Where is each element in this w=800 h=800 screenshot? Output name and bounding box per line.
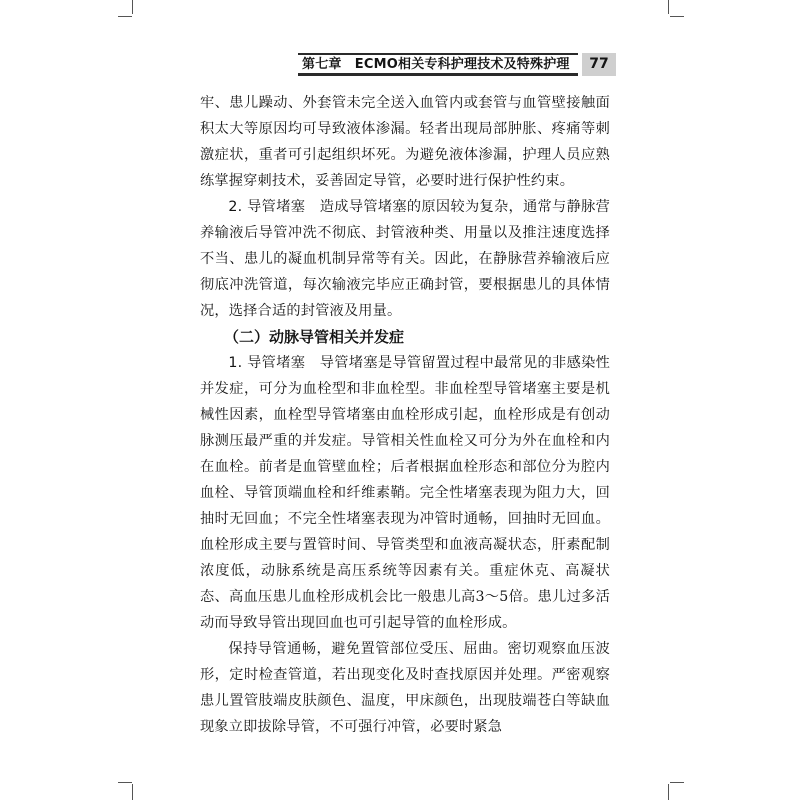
paragraph (200, 90, 610, 194)
crop-mark (670, 16, 684, 17)
paragraph-lead: 2. 导管堵塞 (228, 199, 306, 215)
page-number: 77 (582, 53, 616, 76)
paragraph-text: 导管堵塞是导管留置过程中最常见的非感染性并发症，可分为血栓型和非血栓型。非血栓型导管堵塞主要是机械性因素，血栓型导管堵塞由血栓形成引起，血栓形成是有创动脉测压最严重的并发症。导管相关性血栓又可分为外在血栓和内在血栓。前者是血管壁血栓；后者根据血栓形态和部位分为腔内血栓、导管顶端血栓和纤维素鞘。完全性堵塞表现为阻力大，回抽时无回血；不完全性堵塞表现为冲管时通畅，回抽时无回血。血栓形成主要与置管时间、导管类型和血液高凝状态，肝素配制浓度低，动脉系统是高压系统等因素有关。重症休克、高凝状态、高血压患儿血栓形成机会比一般患儿高3～5倍。患儿过多活动而导致导管出现回血也可引起导管的血栓形成。 (200, 355, 611, 631)
crop-mark (132, 0, 133, 14)
paragraph-text: 牢、患儿躁动、外套管未完全送入血管内或套管与血管壁接触面积太大等原因均可导致液体渗漏。轻者出现局部肿胀、疼痛等刺激症状，重者可引起组织坏死。为避免液体渗漏，护理人员应熟练掌握穿刺技术，妥善固定导管，必要时进行保护性约束。 (200, 95, 610, 189)
crop-mark (118, 782, 132, 783)
crop-mark (670, 782, 684, 783)
paragraph-lead: 1. 导管堵塞 (228, 355, 306, 371)
chapter-title: 第七章 ECMO相关专科护理技术及特殊护理 (302, 57, 570, 72)
header-rule-bottom (298, 73, 578, 76)
paragraph-text: 保持导管通畅，避免置管部位受压、屈曲。密切观察血压波形，定时检查管道，若出现变化及时查找原因并处理。严密观察患儿置管肢端皮肤颜色、温度，甲床颜色，出现肢端苍白等缺血现象立即拔除导管，不可强行冲管，必要时紧急 (200, 641, 610, 735)
header-rule-top (298, 53, 578, 55)
page-body (200, 90, 610, 740)
paragraph (200, 194, 610, 324)
crop-mark (132, 784, 133, 800)
paragraph (200, 636, 610, 740)
paragraph-text: 造成导管堵塞的原因较为复杂，通常与静脉营养输液后导管冲洗不彻底、封管液种类、用量以及推注速度选择不当、患儿的凝血机制异常等有关。因此，在静脉营养输液后应彻底冲洗管道，每次输液完毕应正确封管，要根据患儿的具体情况，选择合适的封管液及用量。 (200, 199, 611, 319)
crop-mark (118, 16, 132, 17)
crop-mark (668, 0, 669, 14)
crop-mark (668, 784, 669, 800)
paragraph (200, 350, 610, 636)
section-heading: （二）动脉导管相关并发症 (224, 328, 405, 346)
running-header (298, 53, 618, 75)
